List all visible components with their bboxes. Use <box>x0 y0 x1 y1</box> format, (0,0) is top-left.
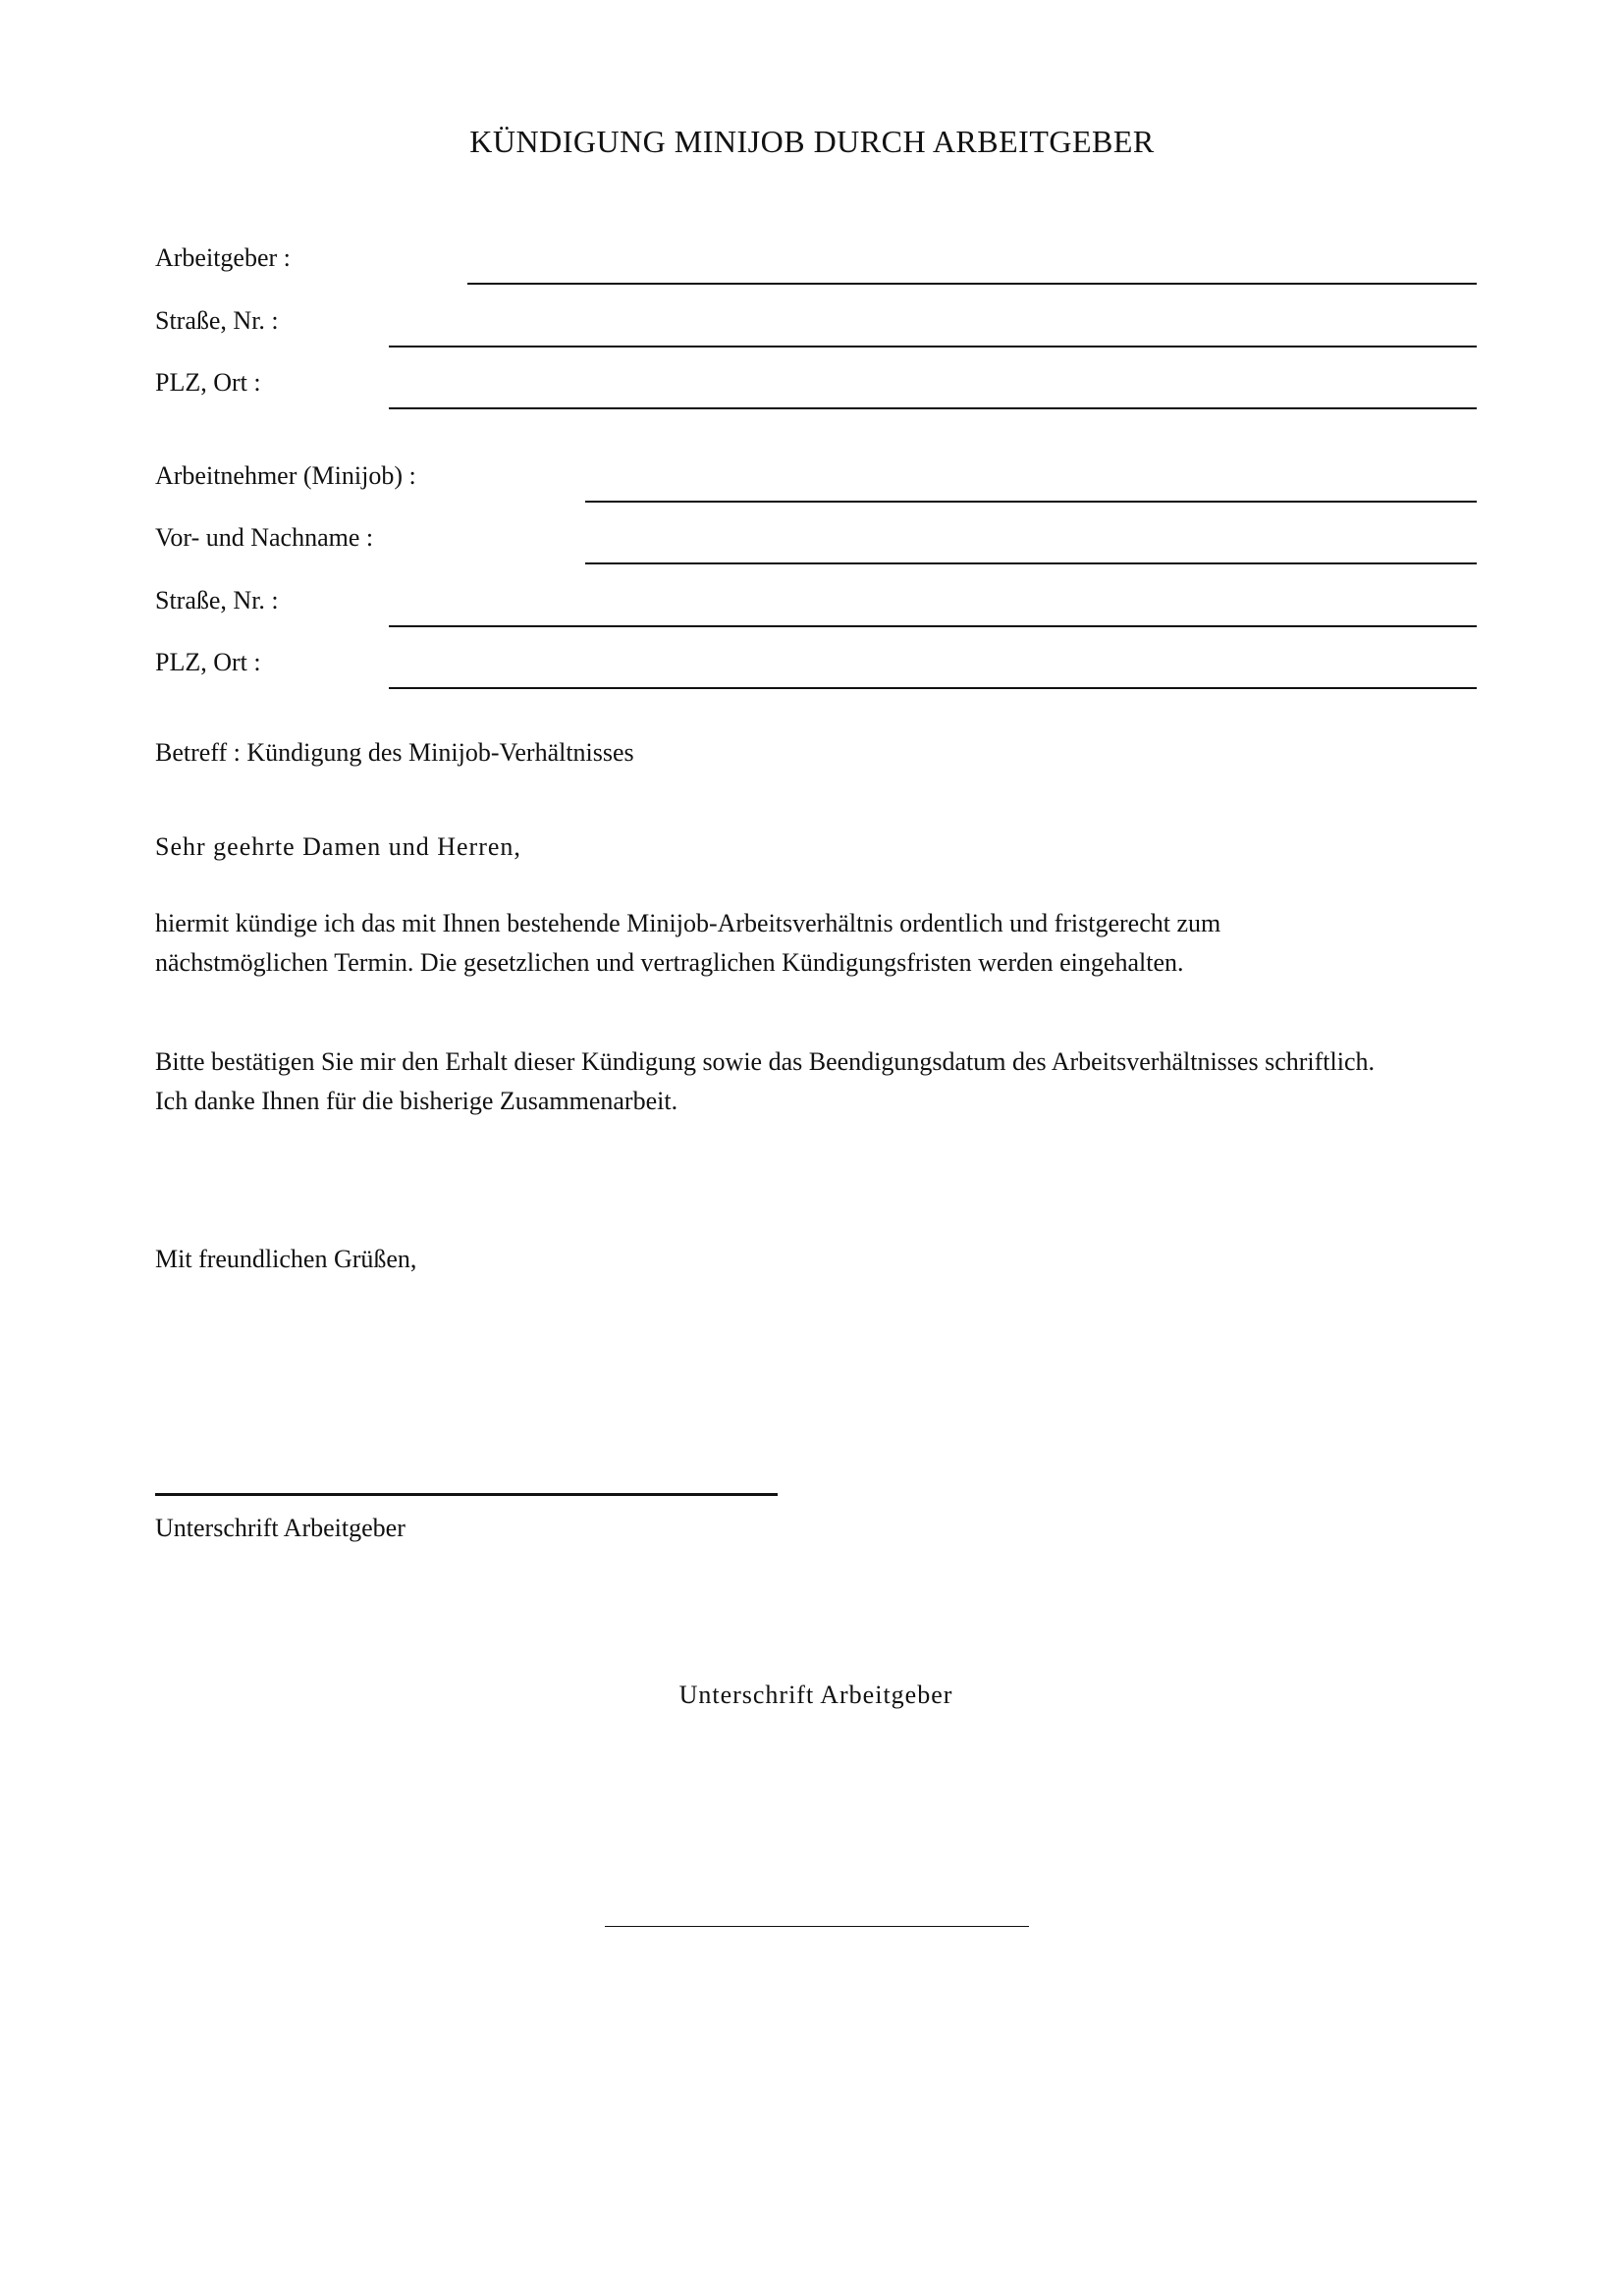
employee-city-field[interactable] <box>389 687 1477 689</box>
employer-name-row <box>155 232 1477 271</box>
body-paragraph-2-line-1: Bitte bestätigen Sie mir den Erhalt dieser Kündigung sowie das Beendigungsdatum des Arbeitsverhältnisses schriftlich. <box>155 1047 1375 1076</box>
employee-city-row <box>155 636 1477 675</box>
employee-name-label: Vor- und Nachname : <box>155 523 374 552</box>
body-paragraph-2-line-2: Ich danke Ihnen für die bisherige Zusammenarbeit. <box>155 1087 678 1115</box>
employee-street-label: Straße, Nr. : <box>155 586 279 614</box>
employee-heading-field[interactable] <box>585 501 1477 503</box>
body-paragraph-2 <box>155 1042 1490 1121</box>
employee-street-row <box>155 574 1477 614</box>
center-signature-label: Unterschrift Arbeitgeber <box>678 1681 953 1709</box>
employee-name-field[interactable] <box>585 562 1477 564</box>
employer-name-label: Arbeitgeber : <box>155 243 291 272</box>
employer-name-field[interactable] <box>467 283 1477 285</box>
employer-street-label: Straße, Nr. : <box>155 306 279 335</box>
employer-street-field[interactable] <box>389 346 1477 347</box>
employee-name-row <box>155 511 1477 551</box>
employer-city-field[interactable] <box>389 407 1477 409</box>
body-paragraph-1-line-1: hiermit kündige ich das mit Ihnen bestehende Minijob-Arbeitsverhältnis ordentlich und fristgerecht zum <box>155 909 1221 937</box>
employer-signature-line[interactable] <box>155 1493 778 1496</box>
employee-heading-label: Arbeitnehmer (Minijob) : <box>155 461 416 490</box>
employer-city-row <box>155 356 1477 396</box>
body-paragraph-1-line-2: nächstmöglichen Termin. Die gesetzlichen und vertraglichen Kündigungsfristen werden eingehalten. <box>155 948 1184 977</box>
salutation: Sehr geehrte Damen und Herren, <box>155 832 521 861</box>
closing: Mit freundlichen Grüßen, <box>155 1245 417 1273</box>
employee-street-field[interactable] <box>389 625 1477 627</box>
employer-city-label: PLZ, Ort : <box>155 368 261 397</box>
center-signature-line[interactable] <box>605 1926 1029 1927</box>
employer-signature-label: Unterschrift Arbeitgeber <box>155 1514 406 1542</box>
employee-heading-row <box>155 450 1477 489</box>
employee-city-label: PLZ, Ort : <box>155 648 261 676</box>
employer-street-row <box>155 294 1477 334</box>
body-paragraph-1 <box>155 904 1490 983</box>
subject-line: Betreff : Kündigung des Minijob-Verhältnisses <box>155 738 634 767</box>
page-title: KÜNDIGUNG MINIJOB DURCH ARBEITGEBER <box>469 124 1155 159</box>
